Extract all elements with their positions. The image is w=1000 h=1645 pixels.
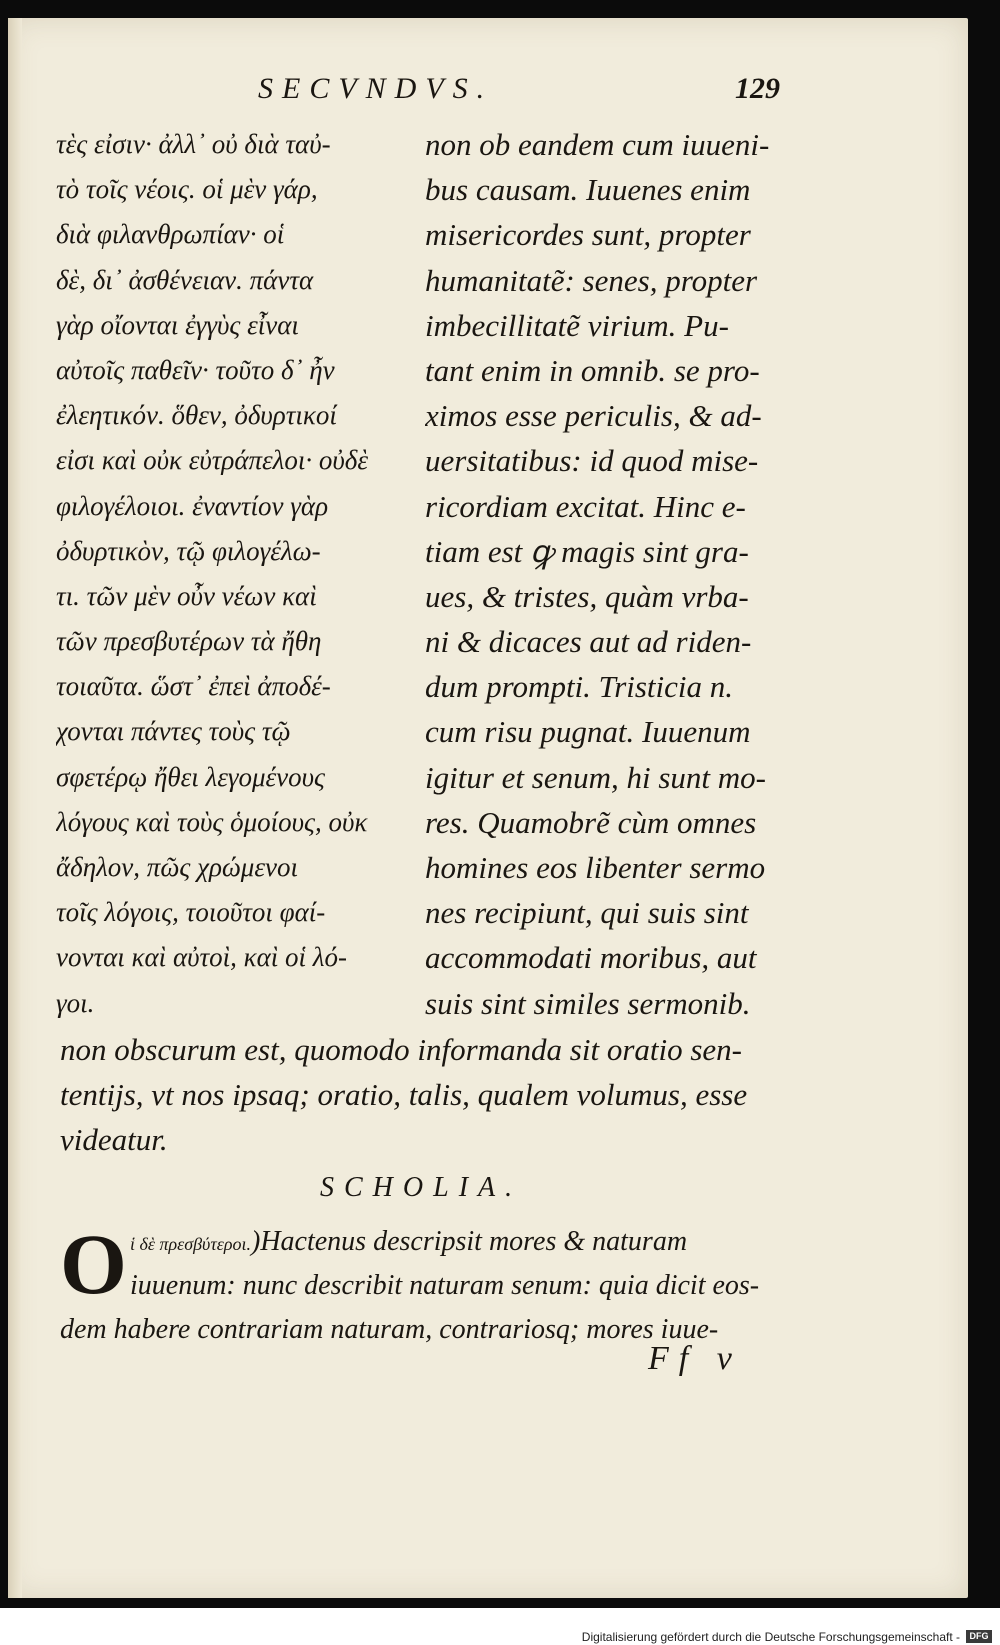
greek-line: τὸ τοῖς νέοις. οἱ μὲν γάρ, [56, 174, 318, 205]
latin-line: accommodati moribus, aut [425, 940, 757, 976]
greek-line: σφετέρῳ ἤθει λεγομένους [56, 761, 326, 792]
scholia-block [60, 1216, 800, 1360]
text-line: non obscurum est, quomodo informanda sit oratio sen- [60, 1032, 742, 1067]
greek-line: τοιαῦτα. ὥστ᾽ ἐπεὶ ἀποδέ- [56, 671, 331, 702]
latin-line: tant enim in omnib. se pro- [425, 352, 760, 388]
digitization-footer [0, 1608, 1000, 1645]
greek-line: τοῖς λόγοις, τοιοῦτοι φαί- [56, 897, 326, 928]
latin-line: ni & dicaces aut ad riden- [425, 624, 752, 660]
latin-line: ues, & tristes, quàm vrba- [425, 578, 749, 614]
greek-line: φιλογέλοιοι. ἐναντίον γὰρ [56, 490, 329, 521]
latin-line: uersitatibus: id quod mise- [425, 443, 759, 479]
dfg-logo: DFG [966, 1630, 992, 1643]
latin-line: nes recipiunt, qui suis sint [425, 895, 749, 931]
greek-line: δὲ, δι᾽ ἀσθένειαν. πάντα [56, 264, 314, 295]
latin-line: igitur et senum, hi sunt mo- [425, 759, 766, 795]
greek-line: αὐτοῖς παθεῖν· τοῦτο δ᾽ ἦν [56, 354, 335, 385]
greek-line: ἐλεητικόν. ὅθεν, ὀδυρτικοί [56, 400, 337, 431]
greek-line: γὰρ οἴονται ἐγγὺς εἶναι [56, 309, 299, 340]
greek-line: τὲς εἰσιν· ἀλλ᾽ οὐ διὰ ταὐ- [56, 129, 331, 159]
greek-line: νονται καὶ αὐτοὶ, καὶ οἱ λό- [56, 942, 347, 973]
funding-credit: Digitalisierung gefördert durch die Deutsche Forschungsgemeinschaft - [581, 1630, 960, 1644]
scholia-text [60, 1220, 802, 1352]
greek-line: ἄδηλον, πῶς χρώμενοι [56, 852, 298, 882]
greek-line: ὀδυρτικὸν, τῷ φιλογέλω- [56, 535, 321, 566]
latin-line: tiam est ꝙ magis sint gra- [425, 533, 749, 569]
scholia-line-text: )Hactenus descripsit mores & naturam [251, 1226, 688, 1257]
running-head: SECVNDVS. [258, 72, 494, 105]
greek-line: εἰσι καὶ οὐκ εὐτράπελοι· οὐδὲ [56, 445, 368, 476]
scholia-line: dem habere contrariam naturam, contrariosq; mores iuue- [60, 1314, 719, 1345]
drop-cap: O [60, 1216, 127, 1312]
scholia-heading: SCHOLIA. [320, 1172, 523, 1203]
scholia-line [130, 1220, 802, 1264]
greek-lemma: ἱ δὲ πρεσβύτεροι. [130, 1234, 251, 1254]
latin-text-column [425, 122, 805, 1026]
latin-line: suis sint similes sermonib. [425, 985, 751, 1021]
scholia-line: iuuenum: nunc describit naturam senum: quia dicit eos- [130, 1270, 760, 1301]
page-header [250, 72, 780, 116]
latin-line: imbecillitatẽ virium. Pu- [425, 307, 729, 343]
greek-line: διὰ φιλανθρωπίαν· οἱ [56, 219, 285, 250]
greek-line: τῶν πρεσβυτέρων τὰ ἤθη [56, 626, 322, 657]
greek-line: χονται πάντες τοὺς τῷ [56, 716, 291, 747]
page-number: 129 [735, 72, 780, 105]
latin-line: homines eos libenter sermo [425, 850, 766, 885]
latin-line: non ob eandem cum iuueni- [425, 127, 770, 162]
latin-line: ximos esse periculis, & ad- [425, 398, 762, 434]
latin-line: misericordes sunt, propter [425, 217, 751, 253]
latin-line: res. Quamobrẽ cùm omnes [425, 804, 757, 840]
greek-text-column [56, 122, 406, 1026]
text-line: videatur. [60, 1122, 168, 1157]
greek-line: λόγους καὶ τοὺς ὁμοίους, οὐκ [56, 806, 368, 837]
latin-line: humanitatẽ: senes, propter [425, 262, 758, 298]
full-width-paragraph [60, 1027, 800, 1162]
page-gutter-edge [8, 18, 22, 1598]
signature-mark: Ff v [648, 1340, 742, 1377]
text-line: tentijs, vt nos ipsaq; oratio, talis, qualem volumus, esse [60, 1077, 748, 1112]
latin-line: ricordiam excitat. Hinc e- [425, 488, 746, 524]
latin-line: dum prompti. Tristicia n. [425, 669, 734, 705]
greek-line: γοι. [56, 987, 95, 1018]
latin-line: cum risu pugnat. Iuuenum [425, 714, 751, 750]
greek-line: τι. τῶν μὲν οὖν νέων καὶ [56, 580, 317, 611]
latin-line: bus causam. Iuuenes enim [425, 172, 751, 208]
